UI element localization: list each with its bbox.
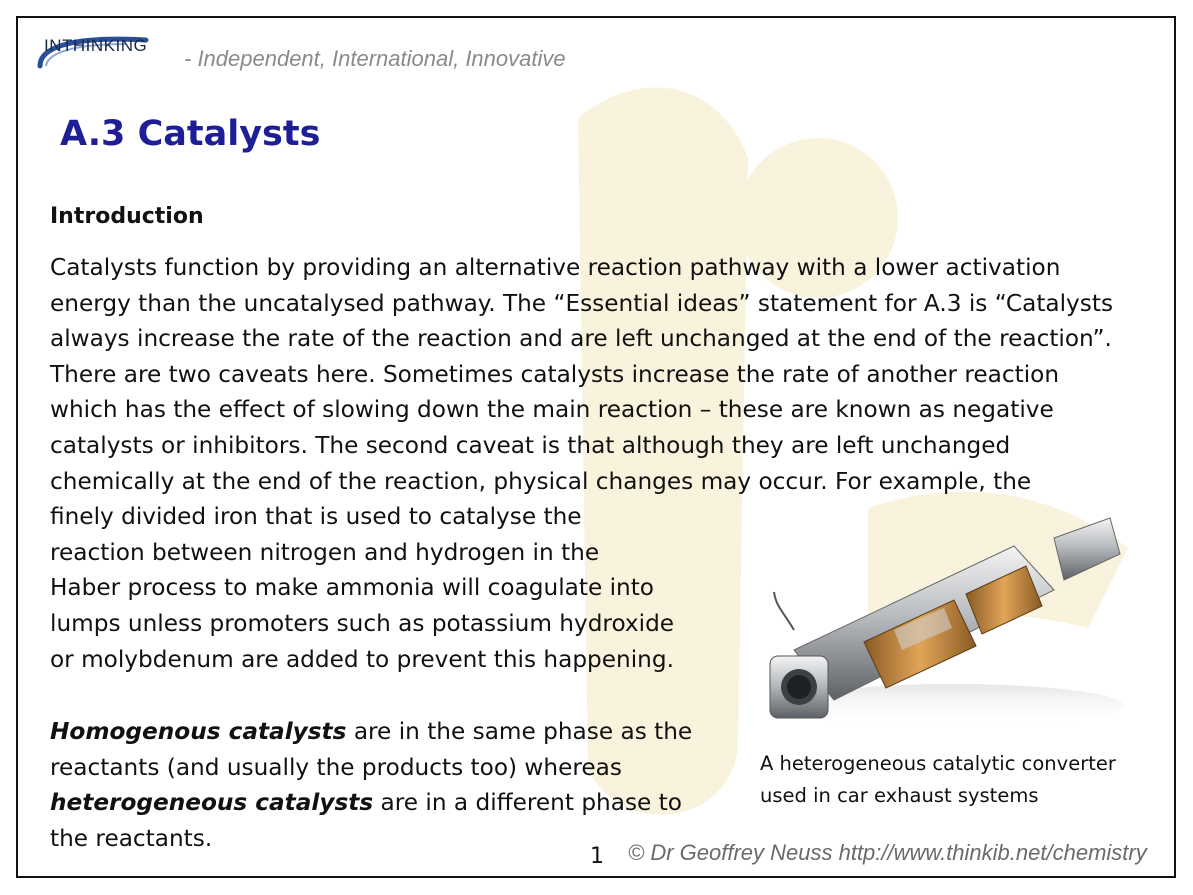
intro-line: which has the effect of slowing down the main reaction – these are known as negative [50,396,1054,424]
intro-line: chemically at the end of the reaction, physical changes may occur. For example, the [50,467,1032,495]
intro-line: always increase the rate of the reaction and are left unchanged at the end of the reaction”. [50,325,1112,353]
catalytic-converter-illustration [754,510,1134,734]
page-title: A.3 Catalysts [60,114,321,154]
catalyst-line: reactants (and usually the products too) whereas [50,753,622,781]
intro-line: finely divided iron that is used to catalyse the [50,503,582,531]
page-number: 1 [590,844,604,869]
logo-text: INTHINKING [44,36,148,55]
section-heading: Introduction [50,204,204,229]
intro-line: energy than the uncatalysed pathway. The “Essential ideas” statement for A.3 is “Catalysts [50,289,1114,317]
figure-caption [760,748,1116,812]
homogenous-term: Homogenous catalysts [50,718,347,745]
footer-copyright: © Dr Geoffrey Neuss http://www.thinkib.net/chemistry [628,840,1147,865]
intro-line: There are two caveats here. Sometimes catalysts increase the rate of another reaction [50,360,1060,388]
caption-line: A heterogeneous catalytic converter [760,752,1116,775]
intro-line: lumps unless promoters such as potassium hydroxide [50,609,675,637]
heterogeneous-term: heterogeneous catalysts [50,789,374,817]
intro-line: Catalysts function by providing an alternative reaction pathway with a lower activation [50,254,1061,281]
catalyst-text: are in a different phase to [373,789,682,817]
tagline: - Independent, International, Innovative [184,46,566,71]
catalyst-line [50,714,692,750]
catalyst-types-paragraph [50,714,692,856]
catalyst-line: the reactants. [50,824,213,852]
slide-frame [16,16,1176,878]
intro-line: Haber process to make ammonia will coagulate into [50,574,654,602]
intro-line: or molybdenum are added to prevent this happening. [50,645,674,673]
catalyst-line [50,785,692,821]
caption-line: used in car exhaust systems [760,784,1039,807]
intro-line: catalysts or inhibitors. The second caveat is that although they are left unchanged [50,431,1011,459]
catalyst-text: are in the same phase as the [346,718,693,745]
intro-line: reaction between nitrogen and hydrogen in the [50,538,600,566]
